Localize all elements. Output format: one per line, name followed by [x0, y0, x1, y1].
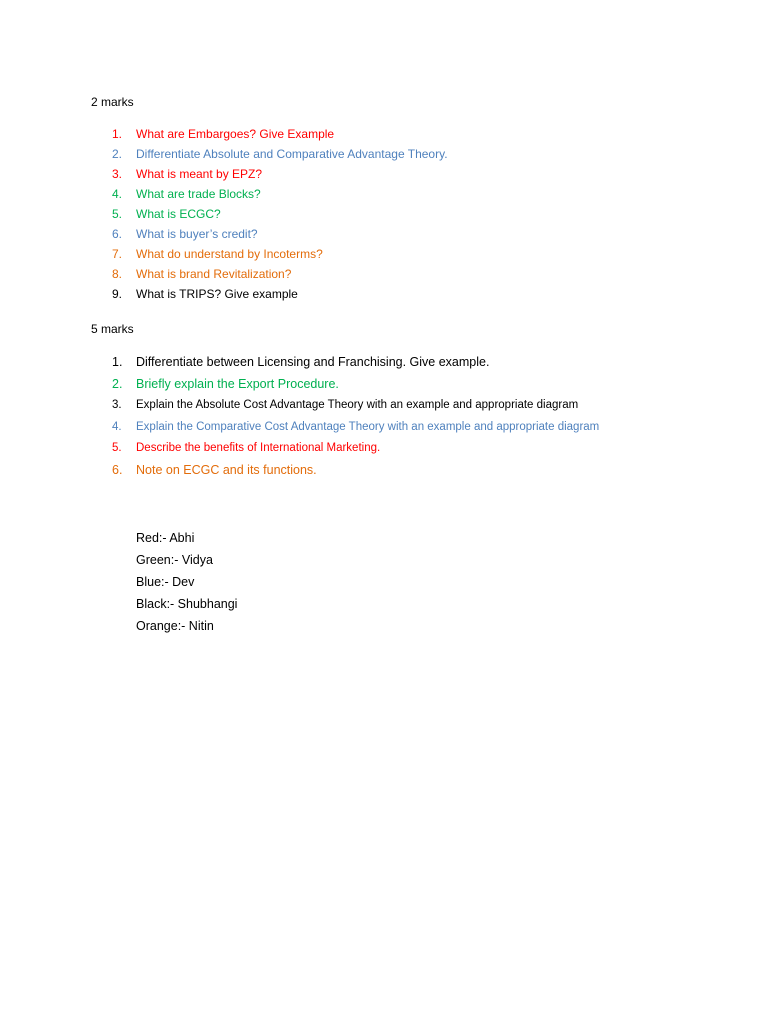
question-number: 6. [112, 227, 123, 241]
heading-5-marks: 5 marks [91, 322, 134, 336]
question-text: What is ECGC? [136, 207, 221, 221]
question-item [112, 204, 448, 224]
legend-item: Orange:- Nitin [136, 619, 214, 633]
question-number: 1. [112, 355, 123, 369]
question-number: 1. [112, 127, 123, 141]
question-text: What are Embargoes? Give Example [136, 127, 335, 141]
question-text: What is TRIPS? Give example [136, 287, 298, 301]
question-number: 2. [112, 376, 123, 391]
question-item [112, 438, 599, 460]
question-number: 4. [112, 420, 122, 433]
question-text: What is meant by EPZ? [136, 167, 263, 181]
question-item [112, 184, 448, 204]
question-number: 9. [112, 287, 123, 301]
legend-item: Blue:- Dev [136, 575, 195, 589]
question-number: 6. [112, 462, 123, 477]
legend-item: Green:- Vidya [136, 553, 213, 567]
question-item [112, 352, 599, 374]
question-text: Explain the Comparative Cost Advantage Theory with an example and appropriate diagram [136, 420, 600, 433]
question-item [112, 244, 448, 264]
question-text: Differentiate Absolute and Comparative Advantage Theory. [136, 147, 448, 161]
question-item [112, 395, 599, 417]
question-number: 7. [112, 247, 123, 261]
question-number: 2. [112, 147, 123, 161]
question-text: What is buyer’s credit? [136, 227, 258, 241]
question-number: 5. [112, 442, 122, 455]
question-number: 3. [112, 399, 122, 412]
question-text: What are trade Blocks? [136, 187, 261, 201]
question-number: 4. [112, 187, 123, 201]
question-item [112, 460, 599, 482]
five-marks-question-list [112, 352, 599, 482]
question-item [112, 164, 448, 184]
question-item [112, 417, 599, 439]
question-text: What is brand Revitalization? [136, 267, 292, 281]
question-number: 5. [112, 207, 123, 221]
question-text: Describe the benefits of International Marketing. [136, 442, 381, 455]
question-number: 8. [112, 267, 123, 281]
question-text: Explain the Absolute Cost Advantage Theory with an example and appropriate diagram [136, 399, 579, 412]
heading-2-marks: 2 marks [91, 95, 134, 109]
question-item [112, 284, 448, 304]
legend-item: Black:- Shubhangi [136, 597, 238, 611]
two-marks-question-list [112, 124, 448, 304]
question-item [112, 374, 599, 396]
question-item [112, 144, 448, 164]
legend-item: Red:- Abhi [136, 531, 195, 545]
question-text: What do understand by Incoterms? [136, 247, 323, 261]
question-number: 3. [112, 167, 123, 181]
question-text: Differentiate between Licensing and Franchising. Give example. [136, 355, 490, 369]
question-text: Briefly explain the Export Procedure. [136, 376, 339, 391]
question-item [112, 224, 448, 244]
question-item [112, 264, 448, 284]
question-text: Note on ECGC and its functions. [136, 462, 317, 477]
color-legend [136, 527, 237, 637]
question-item [112, 124, 448, 144]
